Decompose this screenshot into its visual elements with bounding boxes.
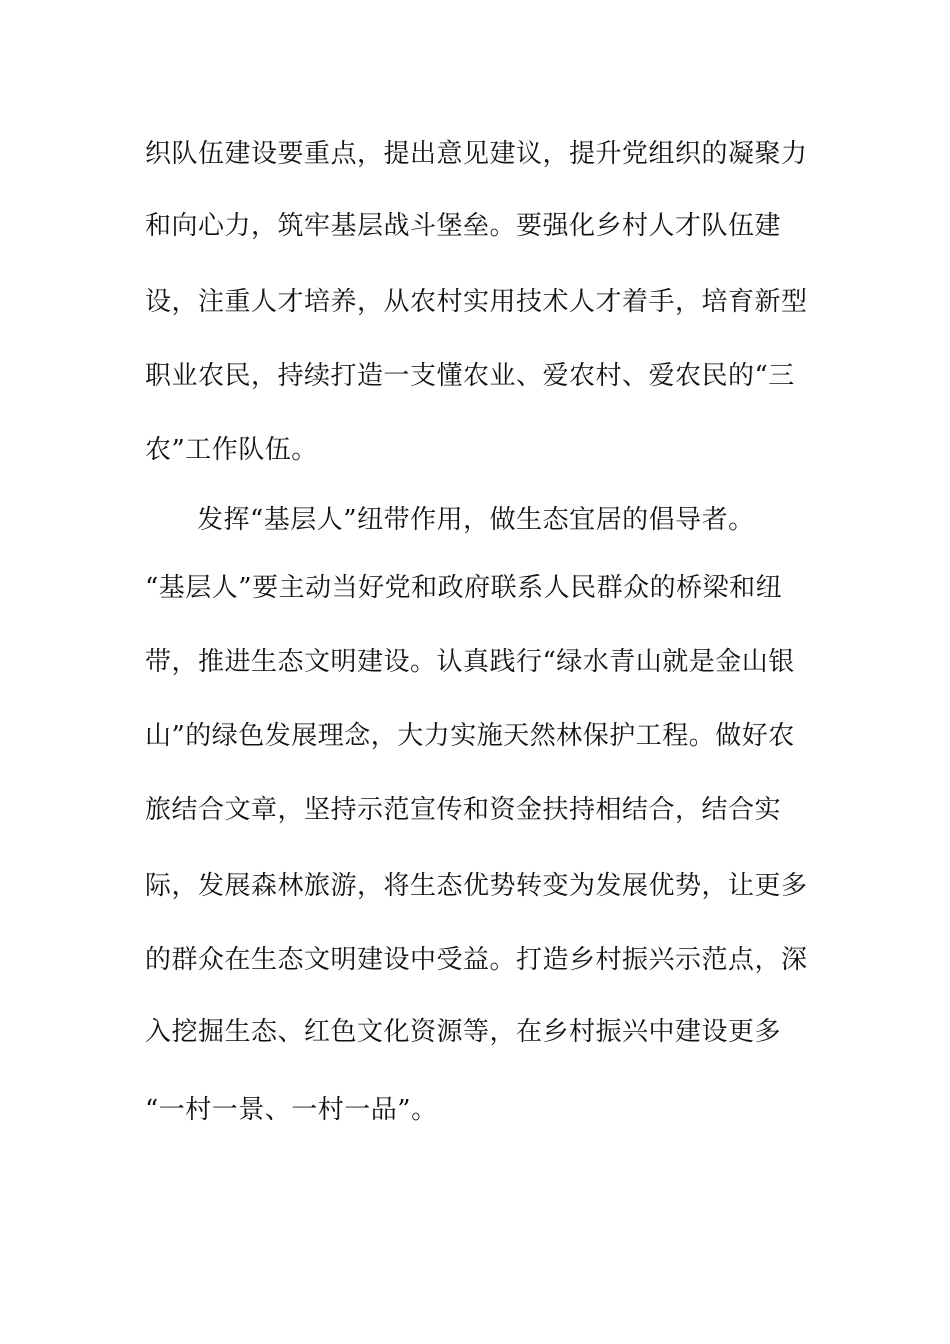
text-line: 的群众在生态文明建设中受益。打造乡村振兴示范点，深 xyxy=(145,945,808,975)
text-line: 际，发展森林旅游，将生态优势转变为发展优势，让更多 xyxy=(145,871,808,901)
text-line: 设，注重人才培养，从农村实用技术人才着手，培育新型 xyxy=(145,287,808,317)
text-line: 织队伍建设要重点，提出意见建议，提升党组织的凝聚力 xyxy=(145,139,808,169)
text-line: 带，推进生态文明建设。认真践行“绿水青山就是金山银 xyxy=(145,647,795,677)
text-line: 职业农民，持续打造一支懂农业、爱农村、爱农民的“三 xyxy=(145,361,795,391)
text-line: 农”工作队伍。 xyxy=(145,435,318,465)
text-line: 山”的绿色发展理念，大力实施天然林保护工程。做好农 xyxy=(145,721,795,751)
text-line: 和向心力，筑牢基层战斗堡垒。要强化乡村人才队伍建 xyxy=(145,211,782,241)
text-line: 旅结合文章，坚持示范宣传和资金扶持相结合，结合实 xyxy=(145,795,782,825)
text-line: “一村一景、一村一品”。 xyxy=(145,1095,438,1125)
paragraph-heading-line: 发挥“基层人”纽带作用，做生态宜居的倡导者。 xyxy=(197,505,755,535)
text-line: 入挖掘生态、红色文化资源等，在乡村振兴中建设更多 xyxy=(145,1017,782,1047)
text-line: “基层人”要主动当好党和政府联系人民群众的桥梁和纽 xyxy=(145,573,783,603)
